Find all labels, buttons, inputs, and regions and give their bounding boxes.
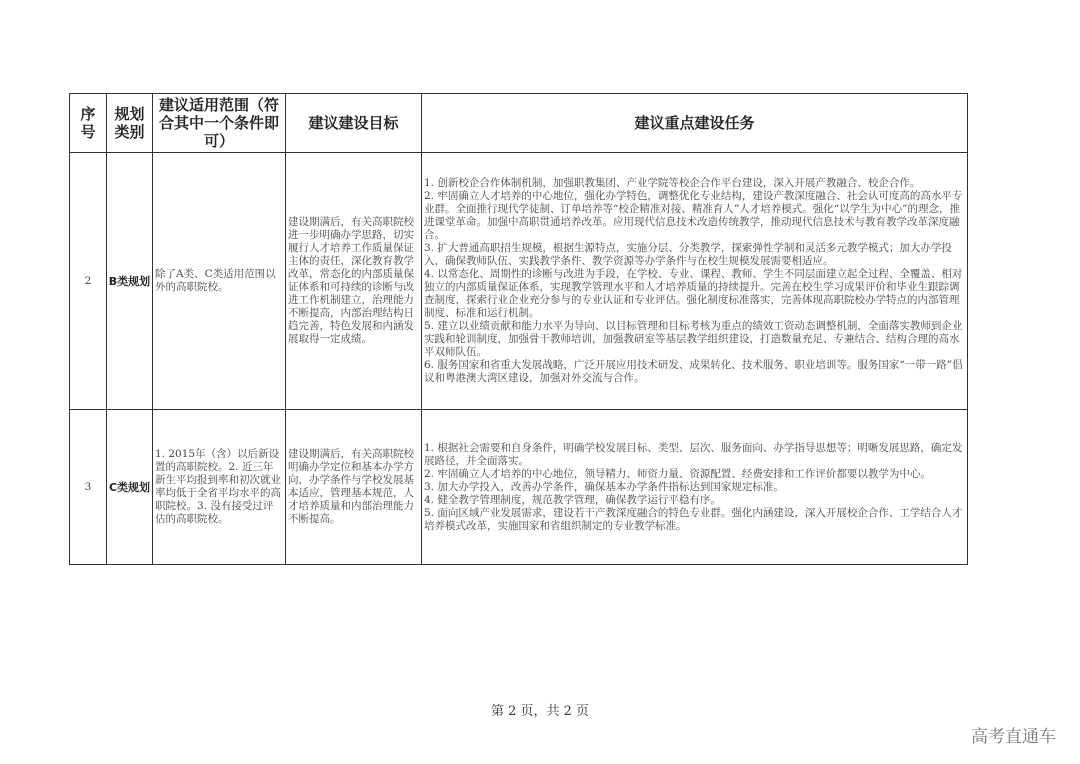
task-item: 2. 牢固确立人才培养的中心地位，领导精力、师资力量、资源配置、经费安排和工作评价都要以教学为中心。	[424, 467, 931, 480]
task-item: 1. 创新校企合作体制机制，加强职教集团、产业学院等校企合作平台建设，深入开展产教融合、校企合作。	[424, 177, 921, 189]
table-row	[70, 410, 968, 565]
page-number: 第 2 页，共 2 页	[490, 704, 590, 719]
table-row	[70, 153, 968, 410]
task-item: 4. 健全教学管理制度，规范教学管理，确保教学运行平稳有序。	[424, 493, 721, 506]
header-goal: 建议建设目标	[286, 94, 422, 153]
task-item: 1. 根据社会需要和自身条件，明确学校发展目标、类型、层次、服务面向、办学指导思想等；明晰发展思路，确定发展路径，并全面落实。	[424, 441, 963, 467]
row-scope: 1. 2015年（含）以后新设置的高职院校。2. 近三年新生平均报到率和初次就业率均低于全省平均水平的高职院校。3. 没有接受过评估的高职院校。	[153, 410, 286, 565]
header-no: 序号	[70, 94, 107, 153]
row-category: C类规划	[107, 410, 153, 565]
row-scope: 除了A类、C类适用范围以外的高职院校。	[153, 153, 286, 410]
task-item: 5. 建立以业绩贡献和能力水平为导向、以目标管理和目标考核为重点的绩效工资动态调整机制，全面落实教师到企业实践和轮训制度，加强骨干教师培训，加强教研室等基层教学组织建设，打造数量充足、专兼结合、结构合理的高水平双师队伍。	[424, 320, 963, 358]
task-item: 6. 服务国家和省重大发展战略，广泛开展应用技术研发、成果转化、技术服务、职业培训等。服务国家“一带一路”倡议和粤港澳大湾区建设，加强对外交流与合作。	[424, 359, 963, 384]
watermark: 高考直通车	[971, 727, 1056, 747]
task-item: 5. 面向区域产业发展需求，建设若干产教深度融合的特色专业群。强化内涵建设，深入开展校企合作、工学结合人才培养模式改革，实施国家和省组织制定的专业教学标准。	[424, 506, 963, 532]
task-item: 4. 以常态化、周期性的诊断与改进为手段，在学校、专业、课程、教师、学生不同层面建立起全过程、全覆盖、相对独立的内部质量保证体系，实现教学管理水平和人才培养质量的持续提升。完善在校生学习成果评价和毕业生跟踪调查制度，探索行业企业充分参与的专业认证和专业评估。强化制度标准落实，完善体现高职院校办学特点的内部管理制度、标准和运行机制。	[424, 268, 963, 319]
header-row	[70, 94, 968, 153]
row-tasks	[422, 410, 968, 565]
row-category: B类规划	[107, 153, 153, 410]
row-no: 3	[70, 410, 107, 565]
header-tasks: 建议重点建设任务	[422, 94, 968, 153]
row-no: 2	[70, 153, 107, 410]
task-item: 3. 加大办学投入，改善办学条件，确保基本办学条件指标达到国家规定标准。	[424, 480, 784, 493]
header-category: 规划类别	[107, 94, 153, 153]
task-item: 2. 牢固确立人才培养的中心地位，强化办学特色，调整优化专业结构，建设产教深度融合、社会认可度高的高水平专业群。全面推行现代学徒制、订单培养等“校企精准对接、精准育人”人才培养模式。强化“以学生为中心”的理念，推进课堂革命。加强中高职贯通培养改革。应用现代信息技术改造传统教学，推动现代信息技术与教育教学改革深度融合。	[424, 190, 963, 241]
header-scope: 建议适用范围（符合其中一个条件即可）	[153, 94, 286, 153]
row-tasks	[422, 153, 968, 410]
task-item: 3. 扩大普通高职招生规模，根据生源特点，实施分层、分类教学，探索弹性学制和灵活多元教学模式；加大办学投入，确保教师队伍、实践教学条件、教学资源等办学条件与在校生规模发展需要相适应。	[424, 242, 952, 267]
planning-table	[69, 93, 968, 565]
row-goal: 建设期满后，有关高职院校进一步明确办学思路，切实履行人才培养工作质量保证主体的责任，深化教育教学改革，常态化的内部质量保证体系和可持续的诊断与改进工作机制建立，治理能力不断提高，内部治理结构日趋完善，特色发展和内涵发展取得一定成绩。	[286, 153, 422, 410]
row-goal: 建设期满后，有关高职院校明确办学定位和基本办学方向，办学条件与学校发展基本适应，管理基本规范，人才培养质量和内部治理能力不断提高。	[286, 410, 422, 565]
